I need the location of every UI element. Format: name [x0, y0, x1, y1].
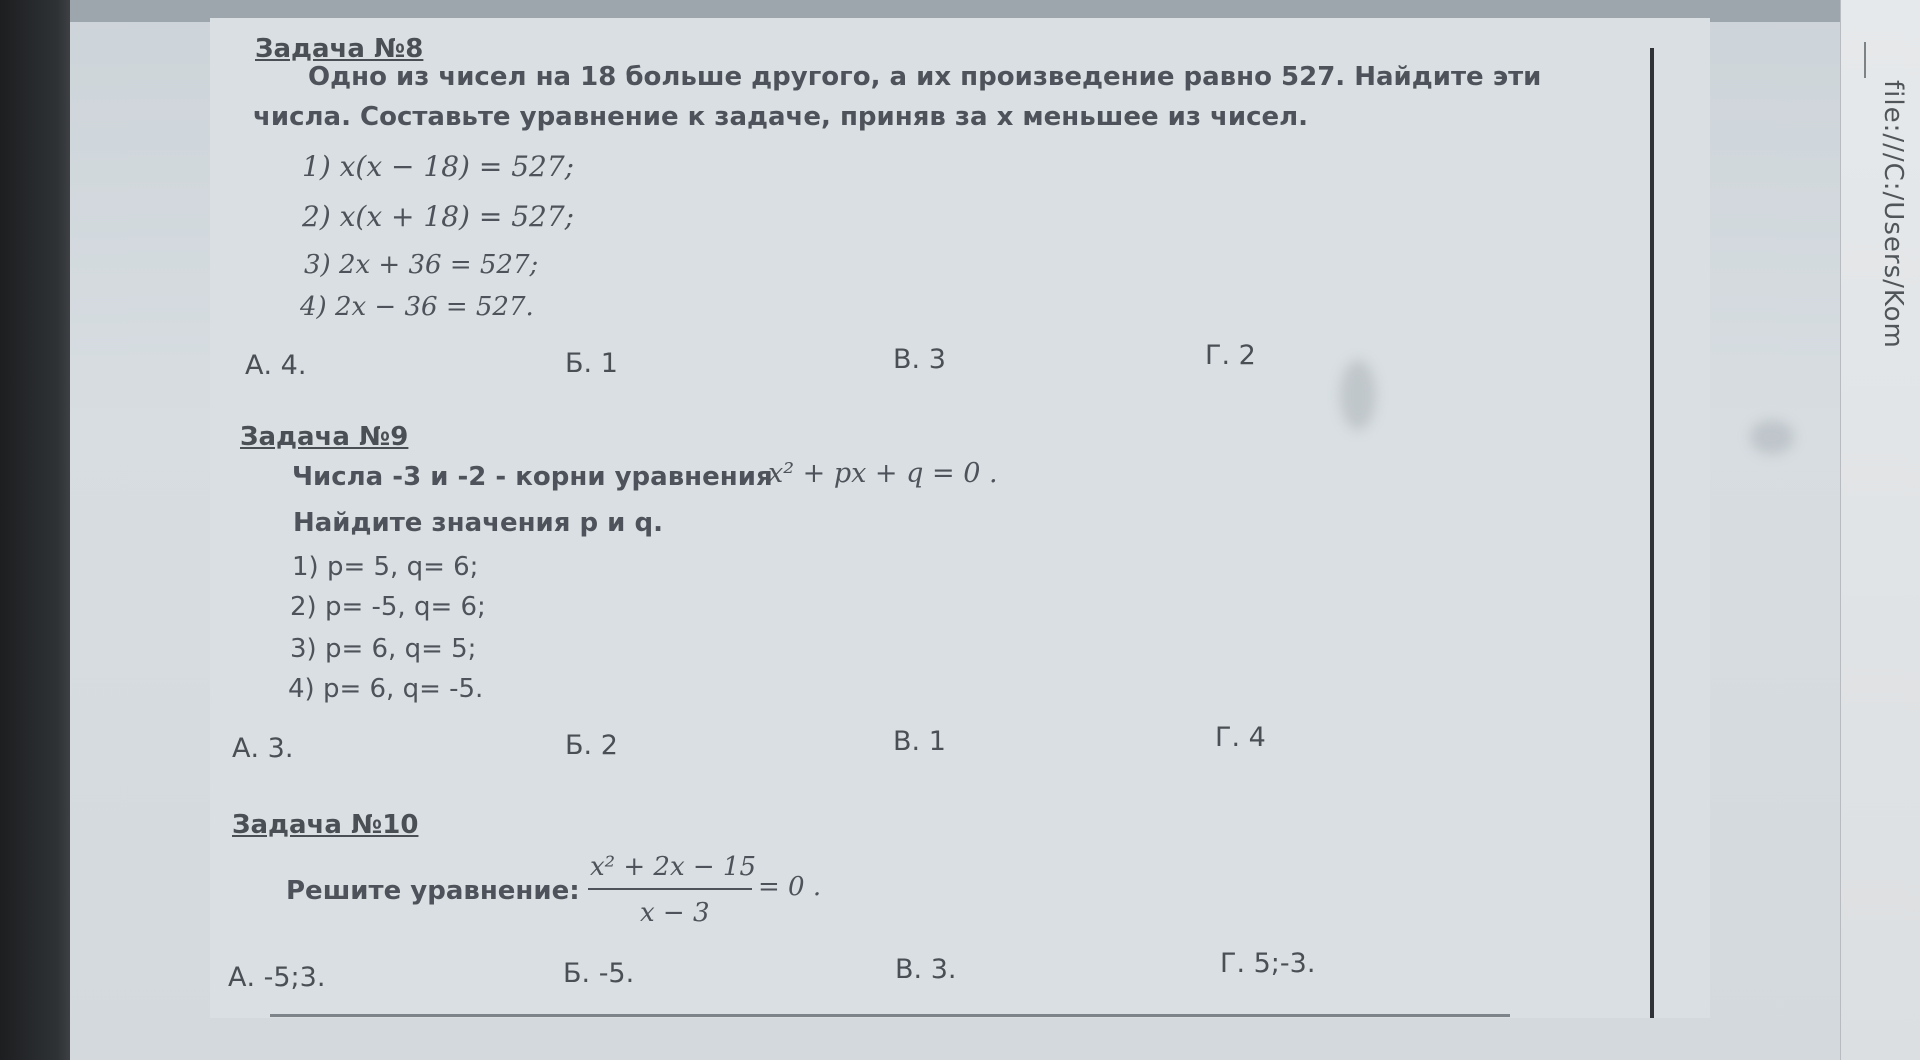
task9-equation: x² + px + q = 0 . [768, 458, 998, 489]
page-border [1650, 48, 1654, 1018]
task9-heading: Задача №9 [240, 422, 409, 452]
task8-answer-b: Б. 1 [565, 348, 618, 379]
task8-answer-d: Г. 2 [1205, 340, 1256, 371]
task9-line1: Числа -3 и -2 - корни уравнения [292, 462, 773, 492]
task10-prompt: Решите уравнение: [286, 876, 580, 906]
page-border [270, 1014, 1510, 1017]
task9-option: 1) p= 5, q= 6; [292, 552, 479, 582]
task9-answer-a: А. 3. [232, 733, 294, 764]
task10-answer-c: В. 3. [895, 954, 957, 985]
task10-rhs: = 0 . [758, 872, 822, 902]
task9-line2: Найдите значения p и q. [293, 508, 663, 538]
fraction-numerator: x² + 2x − 15 [590, 852, 757, 882]
task10-answer-b: Б. -5. [563, 958, 635, 989]
smudge [1750, 420, 1794, 454]
fraction-bar [588, 888, 752, 890]
task9-option: 3) p= 6, q= 5; [290, 634, 477, 664]
task8-option: 4) 2x − 36 = 527. [300, 292, 534, 322]
task8-option: 3) 2x + 36 = 527; [304, 250, 539, 280]
task10-heading: Задача №10 [232, 810, 419, 840]
task9-answer-b: Б. 2 [565, 730, 618, 761]
task8-answer-c: В. 3 [893, 344, 946, 375]
fraction-denominator: x − 3 [640, 898, 710, 928]
task8-heading: Задача №8 [255, 34, 424, 64]
task10-answer-d: Г. 5;-3. [1220, 948, 1316, 979]
task9-answer-c: В. 1 [893, 726, 946, 757]
task8-answer-a: А. 4. [245, 350, 307, 381]
task9-answer-d: Г. 4 [1215, 722, 1266, 753]
task8-option: 1) x(x − 18) = 527; [302, 150, 575, 183]
address-bar[interactable]: file:///C:/Users/Kom [1878, 80, 1908, 349]
task9-option: 2) p= -5, q= 6; [290, 592, 486, 622]
task9-option: 4) p= 6, q= -5. [288, 674, 484, 704]
divider [1864, 42, 1866, 78]
task8-option: 2) x(x + 18) = 527; [302, 200, 575, 233]
smudge [1340, 360, 1376, 430]
task8-line1: Одно из чисел на 18 больше другого, а их произведение равно 527. Найдите эти [308, 62, 1542, 92]
task8-line2: числа. Составьте уравнение к задаче, приняв за x меньшее из чисел. [253, 102, 1309, 132]
task10-answer-a: А. -5;3. [228, 962, 326, 993]
